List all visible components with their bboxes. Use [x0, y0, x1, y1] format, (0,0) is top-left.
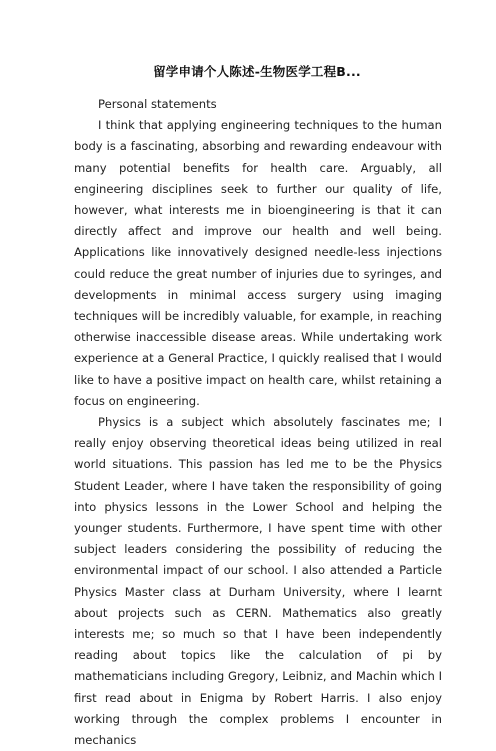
section-label: Personal statements	[98, 97, 217, 111]
paragraph: I think that applying engineering techniques to the human body is a fascinating, absorbing and rewarding endeavour with many potential benefits for health care. Arguably, all engineering disciplines seek to further our quality of life, however, what interests me in bioengineering is that it can directly affect and improve our health and well being. Applications like innovatively designed needle-less injections could reduce the great number of injuries due to syringes, and developments in minimal access surgery using imaging techniques will be incredibly valuable, for example, in reaching otherwise inaccessible disease areas. While undertaking work experience at a General Practice, I quickly realised that I would like to have a positive impact on health care, whilst retaining a focus on engineering.	[74, 118, 442, 408]
document-body	[74, 94, 442, 751]
paragraph: Physics is a subject which absolutely fascinates me; I really enjoy observing theoretical ideas being utilized in real world situations. This passion has led me to be the Physics Student Leader, where I have taken the responsibility of going into physics lessons in the Lower School and helping the younger students. Furthermore, I have spent time with other subject leaders considering the possibility of reducing the environmental impact of our school. I also attended a Particle Physics Master class at Durham University, where I learnt about projects such as CERN. Mathematics also greatly interests me; so much so that I have been independently reading about topics like the calculation of pi by mathematicians including Gregory, Leibniz, and Machin which I first read about in Enigma by Robert Harris. I also enjoy working through the complex problems I encounter in mechanics	[74, 415, 442, 748]
document-title: 留学申请个人陈述-生物医学工程B...	[153, 64, 361, 79]
